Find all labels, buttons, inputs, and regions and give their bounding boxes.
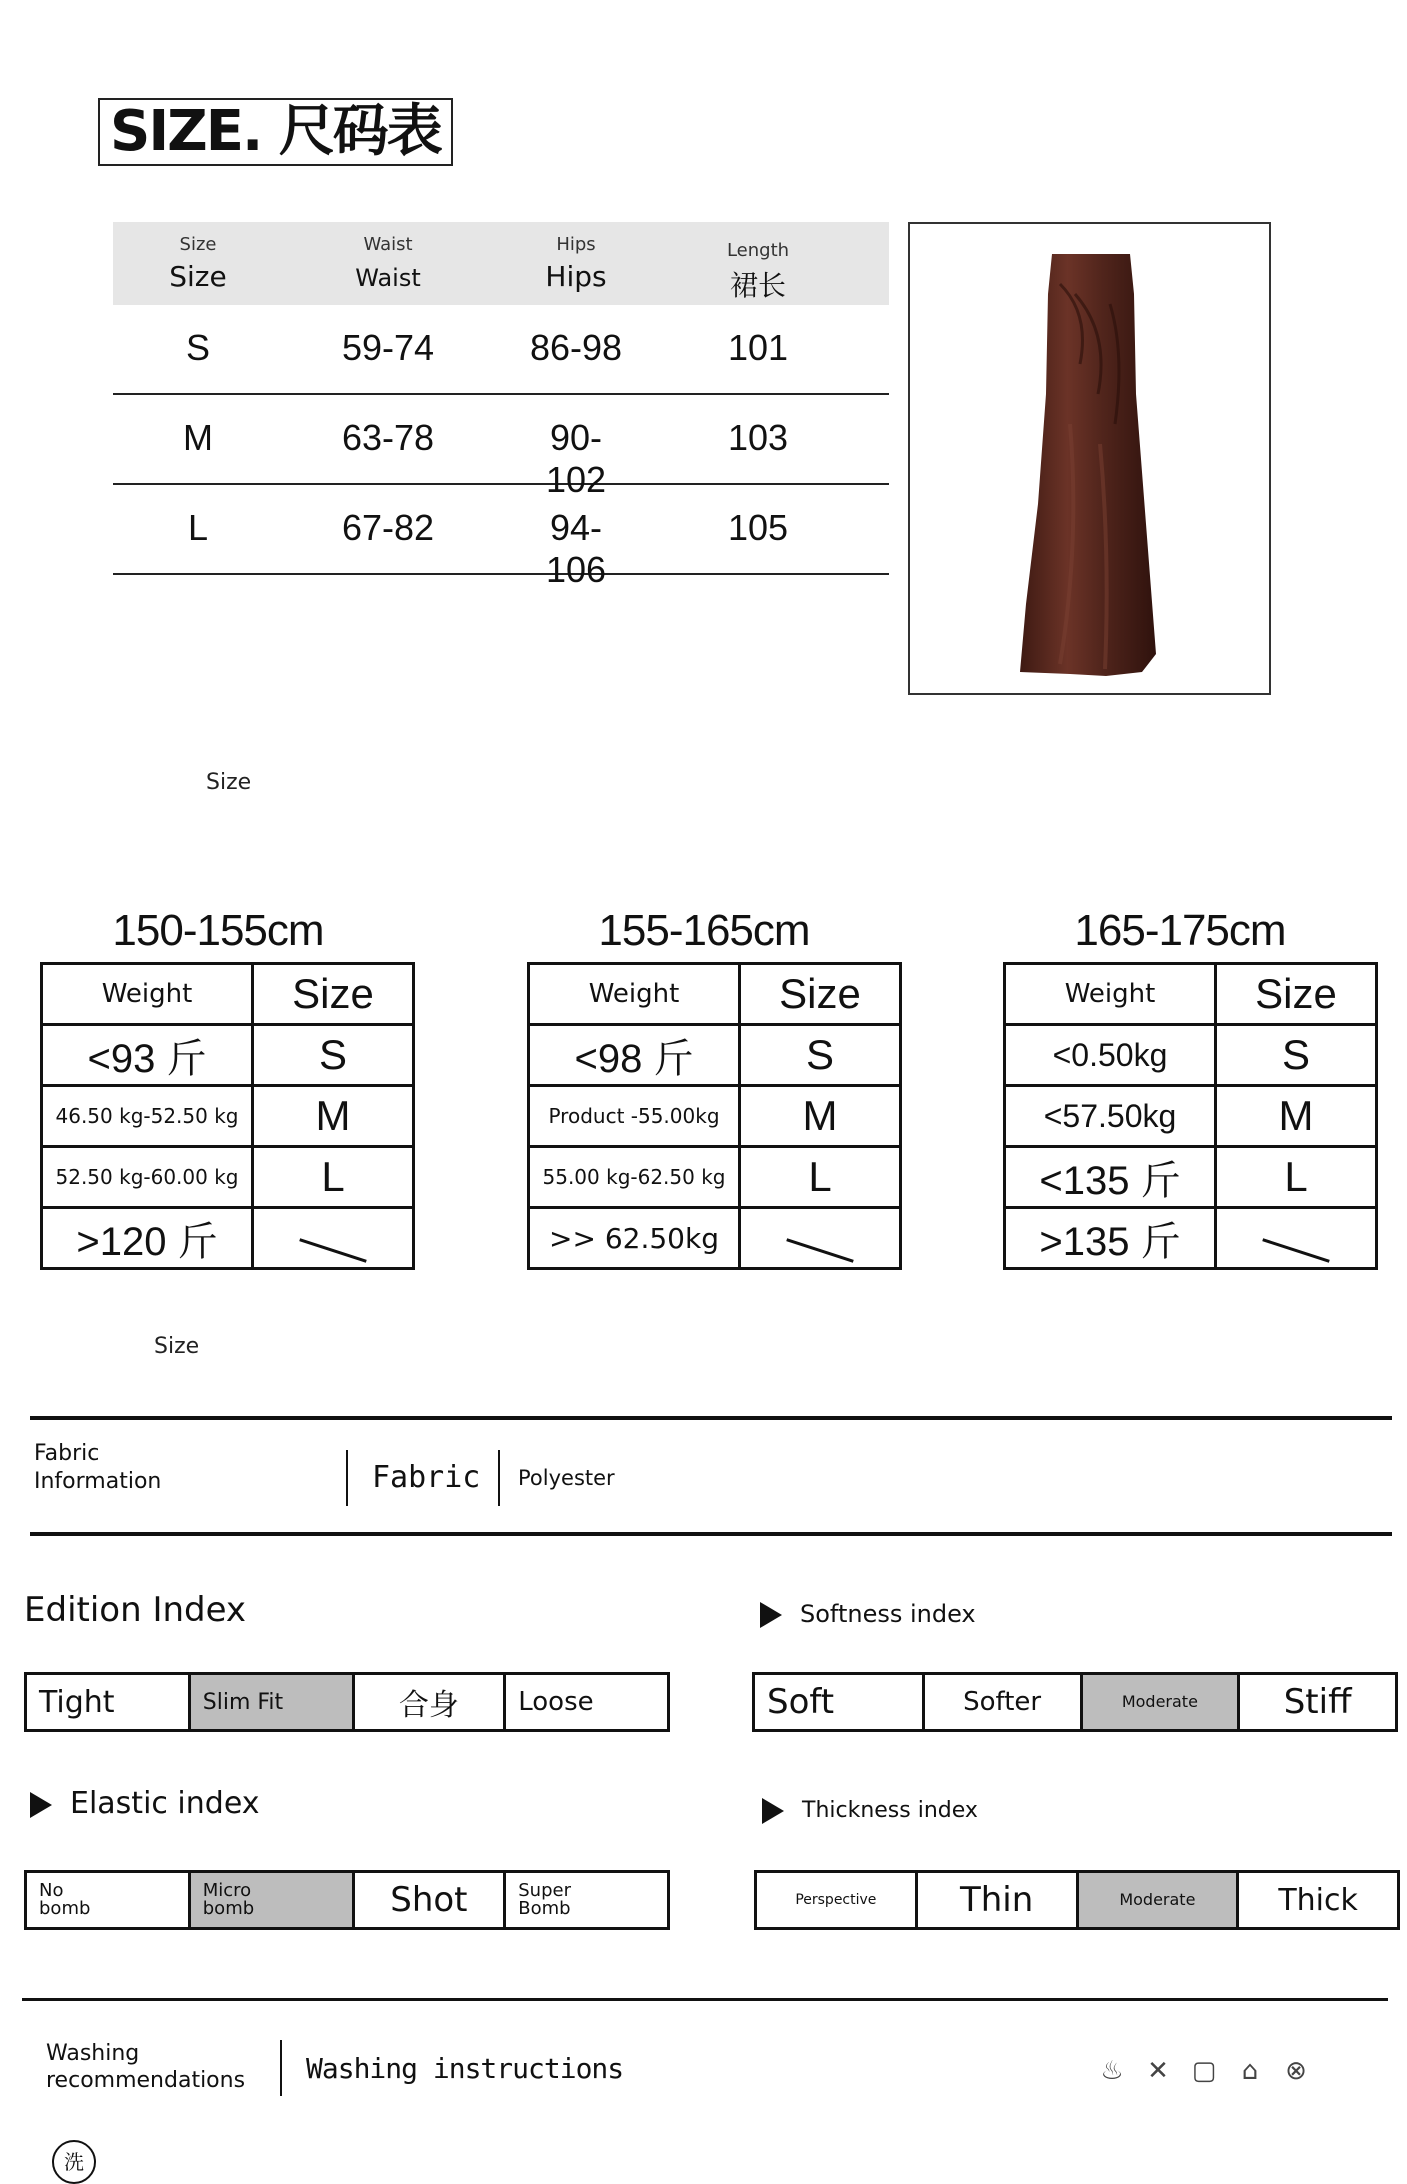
weight-header: Weight — [1005, 964, 1216, 1025]
no-bleach-icon: ✕ — [1147, 2056, 1169, 2086]
size-note: Size — [206, 770, 252, 795]
header-size: Size — [169, 260, 227, 293]
washing-title: Washing instructions — [306, 2052, 624, 2085]
divider — [22, 1998, 1388, 2001]
elastic-index-bar — [24, 1870, 670, 1930]
weight-cell: Product -55.00kg — [529, 1086, 740, 1147]
option-loose: Loose — [518, 1687, 594, 1717]
fabric-key: Fabric — [372, 1460, 481, 1495]
size-cell: S — [253, 1025, 414, 1086]
weight-cell: >135 斤 — [1005, 1208, 1216, 1269]
divider — [280, 2040, 282, 2096]
divider — [498, 1450, 500, 1506]
elastic-index-title — [30, 1786, 260, 1821]
size-cell-empty — [253, 1208, 414, 1269]
iron-icon: ⌂ — [1241, 2056, 1259, 2086]
cell: L — [187, 507, 209, 548]
cell: 63-78 — [341, 417, 435, 458]
cell: 90-102 — [545, 417, 607, 500]
cell: 67-82 — [341, 507, 435, 548]
fabric-label-line1: Fabric — [34, 1441, 100, 1466]
softness-index-title — [760, 1600, 976, 1628]
slash-mark — [1262, 1238, 1330, 1262]
size-cell: S — [1216, 1025, 1377, 1086]
cell: 103 — [727, 417, 789, 458]
weight-header: Weight — [529, 964, 740, 1025]
divider — [30, 1532, 1392, 1536]
size-cell: M — [740, 1086, 901, 1147]
washing-label — [46, 2040, 245, 2094]
header-hips: Hips — [545, 260, 607, 293]
triangle-bullet-icon — [762, 1798, 784, 1824]
cell: S — [185, 327, 210, 368]
cell: 94-106 — [545, 507, 607, 590]
thickness-index-bar — [754, 1870, 1400, 1930]
size-cell: L — [1216, 1147, 1377, 1208]
size-cell: S — [740, 1025, 901, 1086]
skirt-illustration — [910, 224, 1269, 693]
table-row — [113, 305, 889, 395]
option-moderate: Moderate — [1083, 1675, 1241, 1729]
option-thick: Thick — [1278, 1882, 1358, 1918]
page-title: SIZE. 尺码表 — [98, 98, 453, 166]
weight-cell: 55.00 kg-62.50 kg — [529, 1147, 740, 1208]
weight-cell: 46.50 kg-52.50 kg — [42, 1086, 253, 1147]
option-micro-bomb: Micro bomb — [191, 1873, 355, 1927]
option-tight: Tight — [27, 1675, 191, 1729]
divider — [30, 1416, 1392, 1420]
option-stiff: Stiff — [1283, 1682, 1352, 1722]
size-note-2: Size — [154, 1334, 200, 1359]
size-header: Size — [1216, 964, 1377, 1025]
size-cell-empty — [1216, 1208, 1377, 1269]
weight-table-3 — [1003, 962, 1378, 1270]
weight-cell: >120 斤 — [42, 1208, 253, 1269]
weight-table-1 — [40, 962, 415, 1270]
size-table — [113, 222, 889, 590]
size-cell: L — [253, 1147, 414, 1208]
weight-cell: 52.50 kg-60.00 kg — [42, 1147, 253, 1208]
size-cell: M — [253, 1086, 414, 1147]
table-row — [113, 485, 889, 590]
softness-index-label: Softness index — [800, 1600, 976, 1628]
cell: 59-74 — [341, 327, 435, 368]
option-fitted: 合身 — [355, 1675, 507, 1729]
cell: M — [183, 417, 213, 458]
elastic-index-label: Elastic index — [70, 1786, 260, 1821]
header-hips-small: Hips — [556, 234, 596, 255]
option-no-bomb: No bomb — [27, 1873, 191, 1927]
wash-30-icon: ♨ — [1100, 2056, 1124, 2086]
wash-circle-icon: 洗 — [52, 2140, 96, 2184]
washing-icons — [1098, 2056, 1310, 2086]
weight-table-2 — [527, 962, 902, 1270]
table-row — [113, 395, 889, 500]
thickness-index-label: Thickness index — [802, 1798, 978, 1823]
no-dry-clean-icon: ⊗ — [1285, 2056, 1307, 2086]
tumble-dry-icon: ▢ — [1191, 2056, 1217, 2086]
weight-cell: <98 斤 — [529, 1025, 740, 1086]
softness-index-bar — [752, 1672, 1398, 1732]
option-shot: Shot — [355, 1873, 507, 1927]
height-title-3: 165-175cm — [1074, 906, 1286, 955]
weight-header: Weight — [42, 964, 253, 1025]
triangle-bullet-icon — [760, 1602, 782, 1628]
size-header: Size — [740, 964, 901, 1025]
option-softer: Softer — [925, 1675, 1083, 1729]
weight-cell: <135 斤 — [1005, 1147, 1216, 1208]
weight-cell: >> 62.50kg — [529, 1208, 740, 1269]
size-cell-empty — [740, 1208, 901, 1269]
washing-label-line2: recommendations — [46, 2068, 246, 2093]
weight-cell: <93 斤 — [42, 1025, 253, 1086]
cell: 86-98 — [529, 327, 623, 368]
slash-mark — [786, 1238, 854, 1262]
cell: 101 — [727, 327, 789, 368]
fabric-value: Polyester — [518, 1466, 615, 1490]
edition-index-title: Edition Index — [24, 1590, 247, 1630]
header-waist: Waist — [355, 264, 421, 292]
header-length: 裙长 — [729, 269, 786, 302]
option-soft: Soft — [755, 1675, 925, 1729]
option-moderate: Moderate — [1079, 1873, 1240, 1927]
option-slim-fit: Slim Fit — [191, 1675, 355, 1729]
edition-index-bar — [24, 1672, 670, 1732]
header-waist-small: Waist — [363, 234, 413, 255]
header-size-small: Size — [179, 234, 217, 255]
height-title-1: 150-155cm — [112, 906, 324, 955]
option-perspective: Perspective — [757, 1873, 918, 1927]
size-header: Size — [253, 964, 414, 1025]
weight-cell: <0.50kg — [1005, 1025, 1216, 1086]
size-cell: L — [740, 1147, 901, 1208]
cell: 105 — [727, 507, 789, 548]
divider — [346, 1450, 348, 1506]
header-length-small: Length — [726, 240, 790, 261]
height-title-2: 155-165cm — [598, 906, 810, 955]
washing-label-line1: Washing — [46, 2041, 140, 2066]
slash-mark — [299, 1238, 367, 1262]
size-cell: M — [1216, 1086, 1377, 1147]
product-image — [908, 222, 1271, 695]
option-super-bomb: Super Bomb — [518, 1880, 571, 1919]
fabric-label — [34, 1440, 161, 1496]
weight-cell: <57.50kg — [1005, 1086, 1216, 1147]
triangle-bullet-icon — [30, 1792, 52, 1818]
option-thin: Thin — [918, 1873, 1079, 1927]
fabric-label-line2: Information — [34, 1469, 162, 1494]
size-table-header — [113, 222, 889, 305]
thickness-index-title — [762, 1798, 978, 1824]
